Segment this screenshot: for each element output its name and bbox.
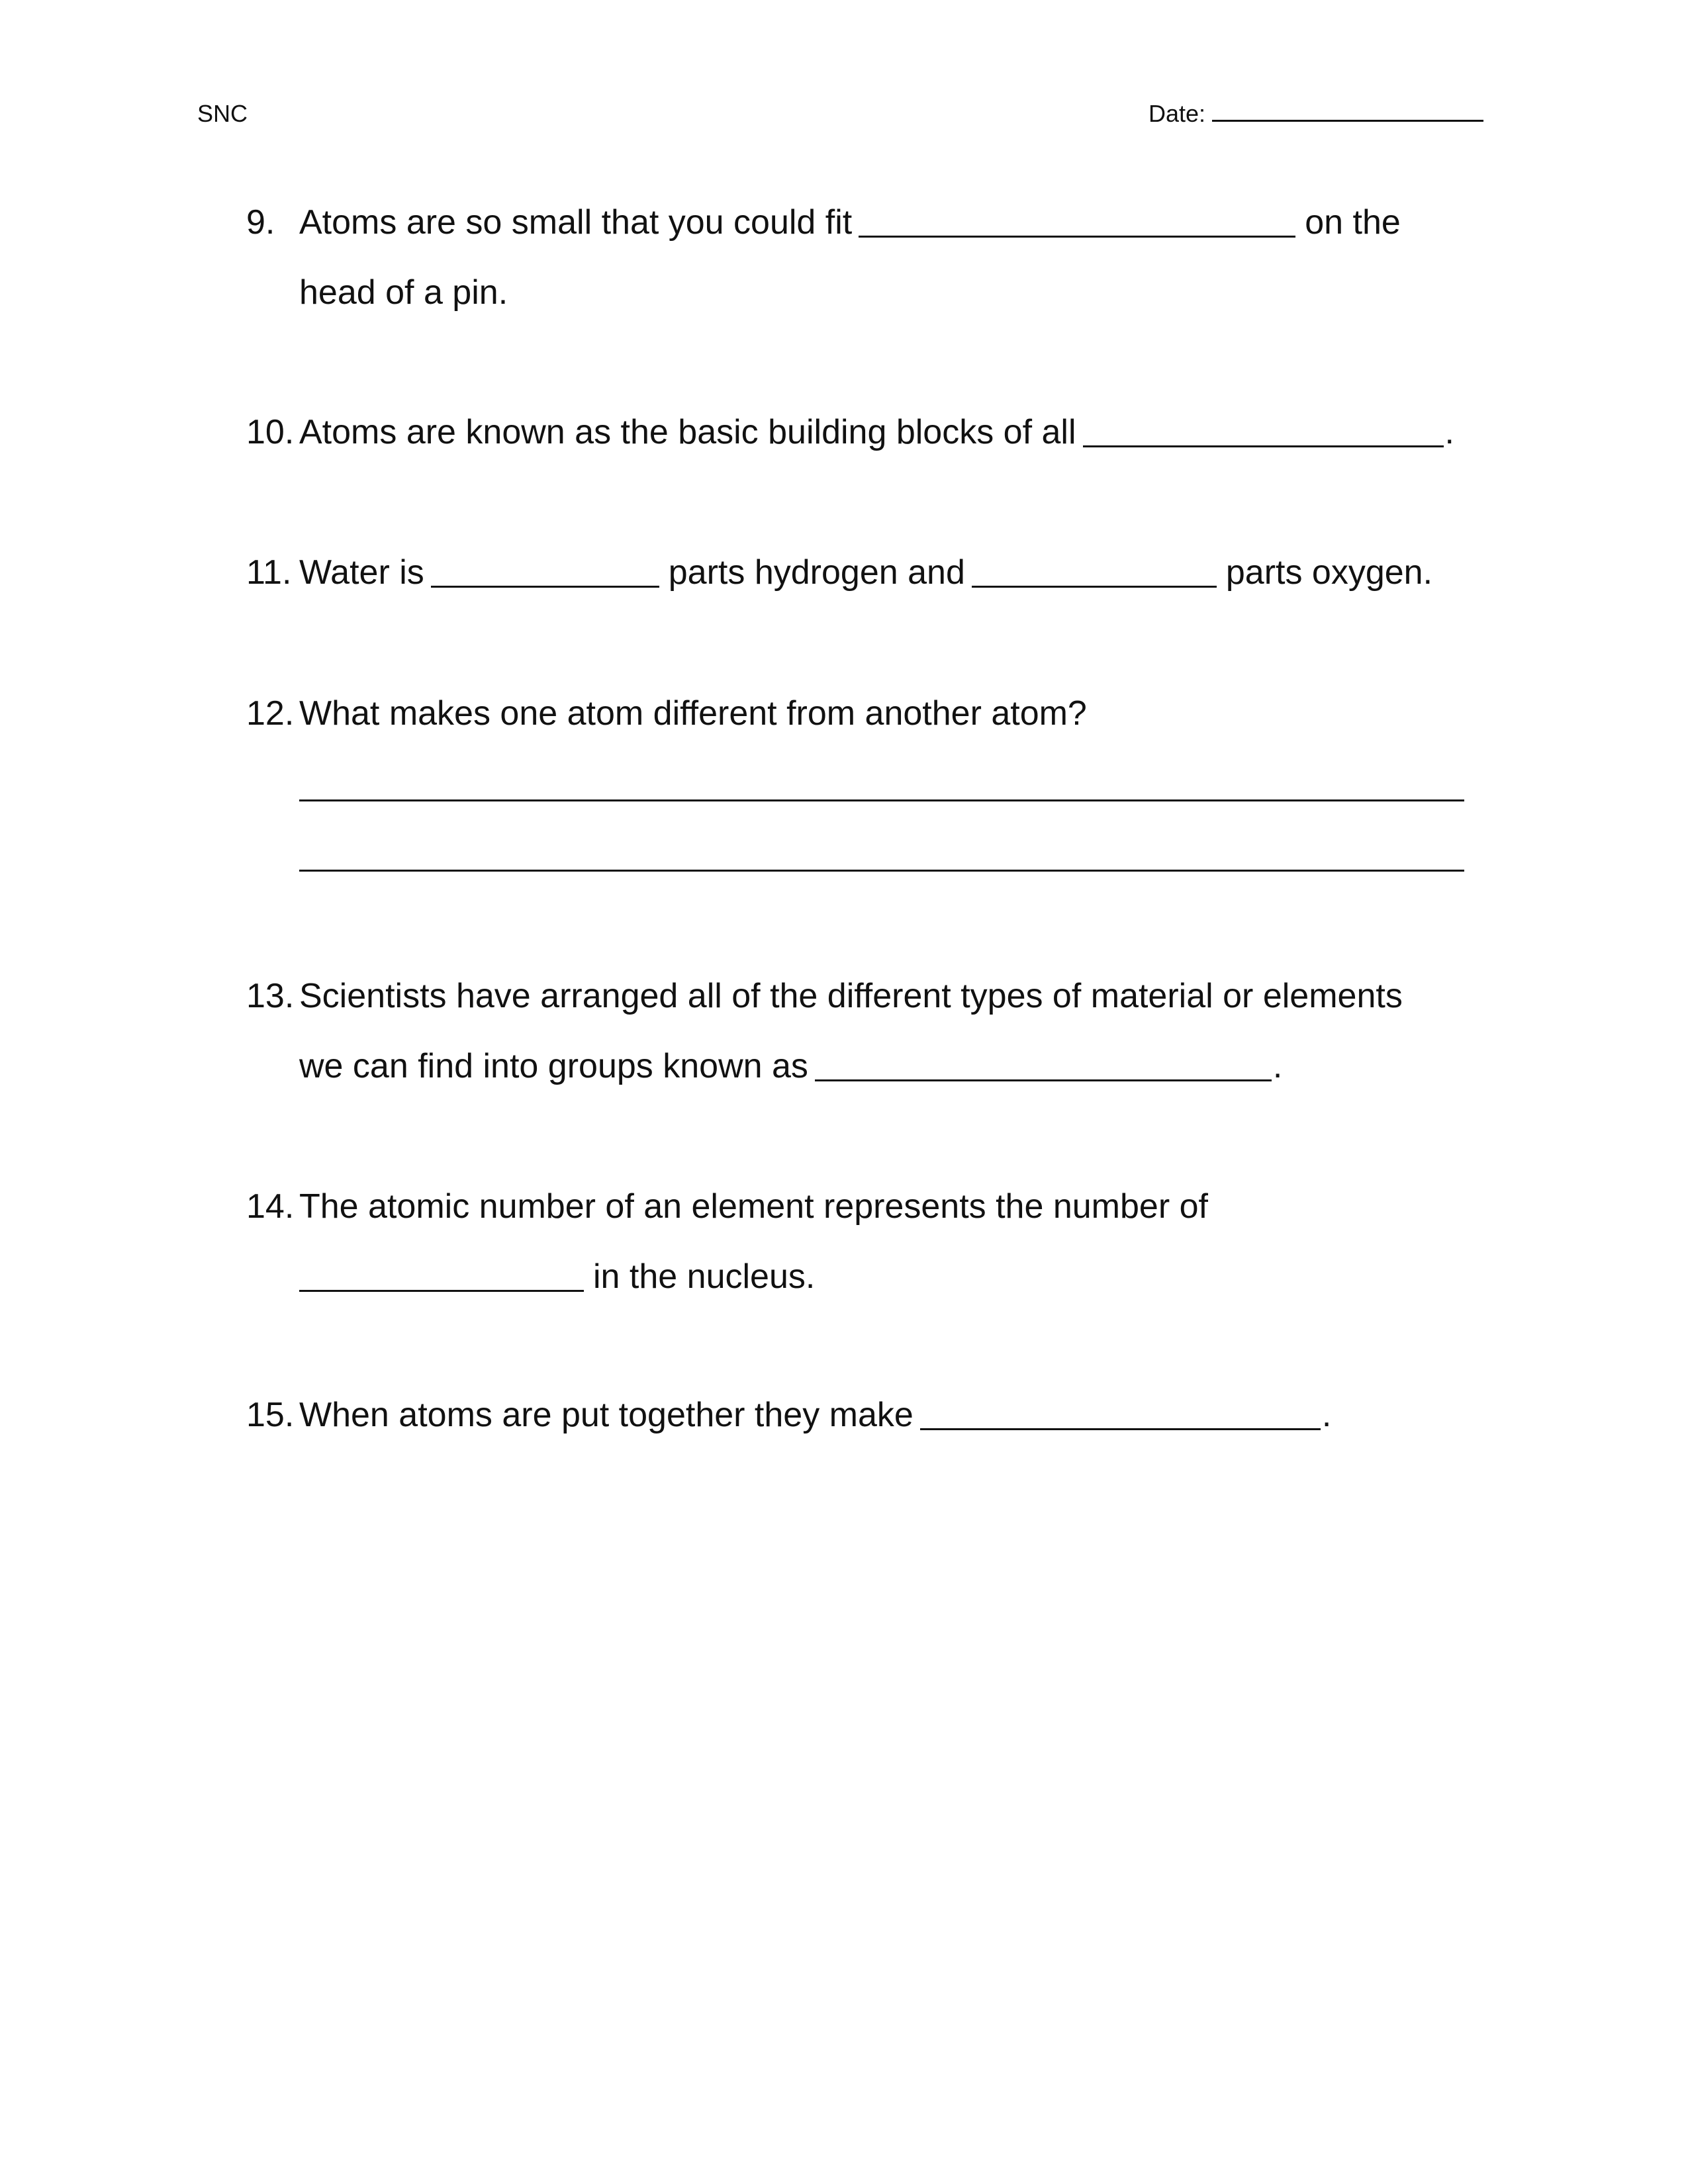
question-line (299, 1380, 1477, 1450)
answer-line[interactable] (299, 749, 1464, 819)
answer-blank[interactable] (299, 1263, 584, 1292)
answer-blank[interactable] (972, 559, 1217, 588)
question-text: When atoms are put together they make (299, 1396, 914, 1434)
answer-blank[interactable] (1083, 419, 1444, 447)
question-text: on the (1305, 203, 1401, 242)
answer-blank[interactable] (859, 209, 1295, 238)
question-text: . (1321, 1396, 1332, 1434)
question-9 (246, 187, 1491, 328)
date-field (1149, 99, 1487, 128)
question-text: parts oxygen. (1225, 553, 1433, 592)
question-text: we can find into groups known as (299, 1047, 808, 1085)
question-14 (246, 1171, 1491, 1312)
question-number: 9. (246, 203, 275, 242)
question-13 (246, 961, 1491, 1101)
question-number: 11. (246, 553, 292, 592)
question-text: Water is (299, 553, 424, 592)
question-line (299, 1242, 1477, 1312)
course-label: SNC (197, 100, 248, 127)
answer-blank[interactable] (920, 1402, 1321, 1430)
question-line (299, 187, 1477, 257)
question-number: 12. (246, 694, 295, 733)
question-12 (246, 678, 1491, 889)
question-line (299, 537, 1477, 608)
question-text: Atoms are known as the basic building blocks of all (299, 413, 1076, 451)
date-blank[interactable] (1212, 119, 1483, 122)
question-text: parts hydrogen and (668, 553, 965, 592)
question-text: The atomic number of an element represents the number of (299, 1187, 1208, 1226)
question-11 (246, 537, 1491, 608)
answer-line[interactable] (299, 819, 1464, 889)
question-line (299, 1031, 1477, 1101)
question-line (299, 397, 1477, 467)
question-number: 15. (246, 1396, 295, 1434)
question-10 (246, 397, 1491, 467)
question-text: . (1272, 1047, 1283, 1085)
question-text: head of a pin. (299, 273, 508, 312)
question-text: in the nucleus. (593, 1257, 816, 1296)
question-text: Scientists have arranged all of the different types of material or elements (299, 977, 1403, 1015)
question-text: . (1444, 413, 1454, 451)
question-number: 13. (246, 977, 295, 1015)
answer-blank[interactable] (815, 1053, 1272, 1081)
question-15 (246, 1380, 1491, 1450)
question-number: 10. (246, 413, 295, 451)
answer-blank[interactable] (431, 559, 659, 588)
question-number: 14. (246, 1187, 295, 1226)
date-label: Date: (1149, 100, 1206, 127)
question-text: What makes one atom different from another atom? (299, 694, 1087, 733)
question-text: Atoms are so small that you could fit (299, 203, 853, 242)
